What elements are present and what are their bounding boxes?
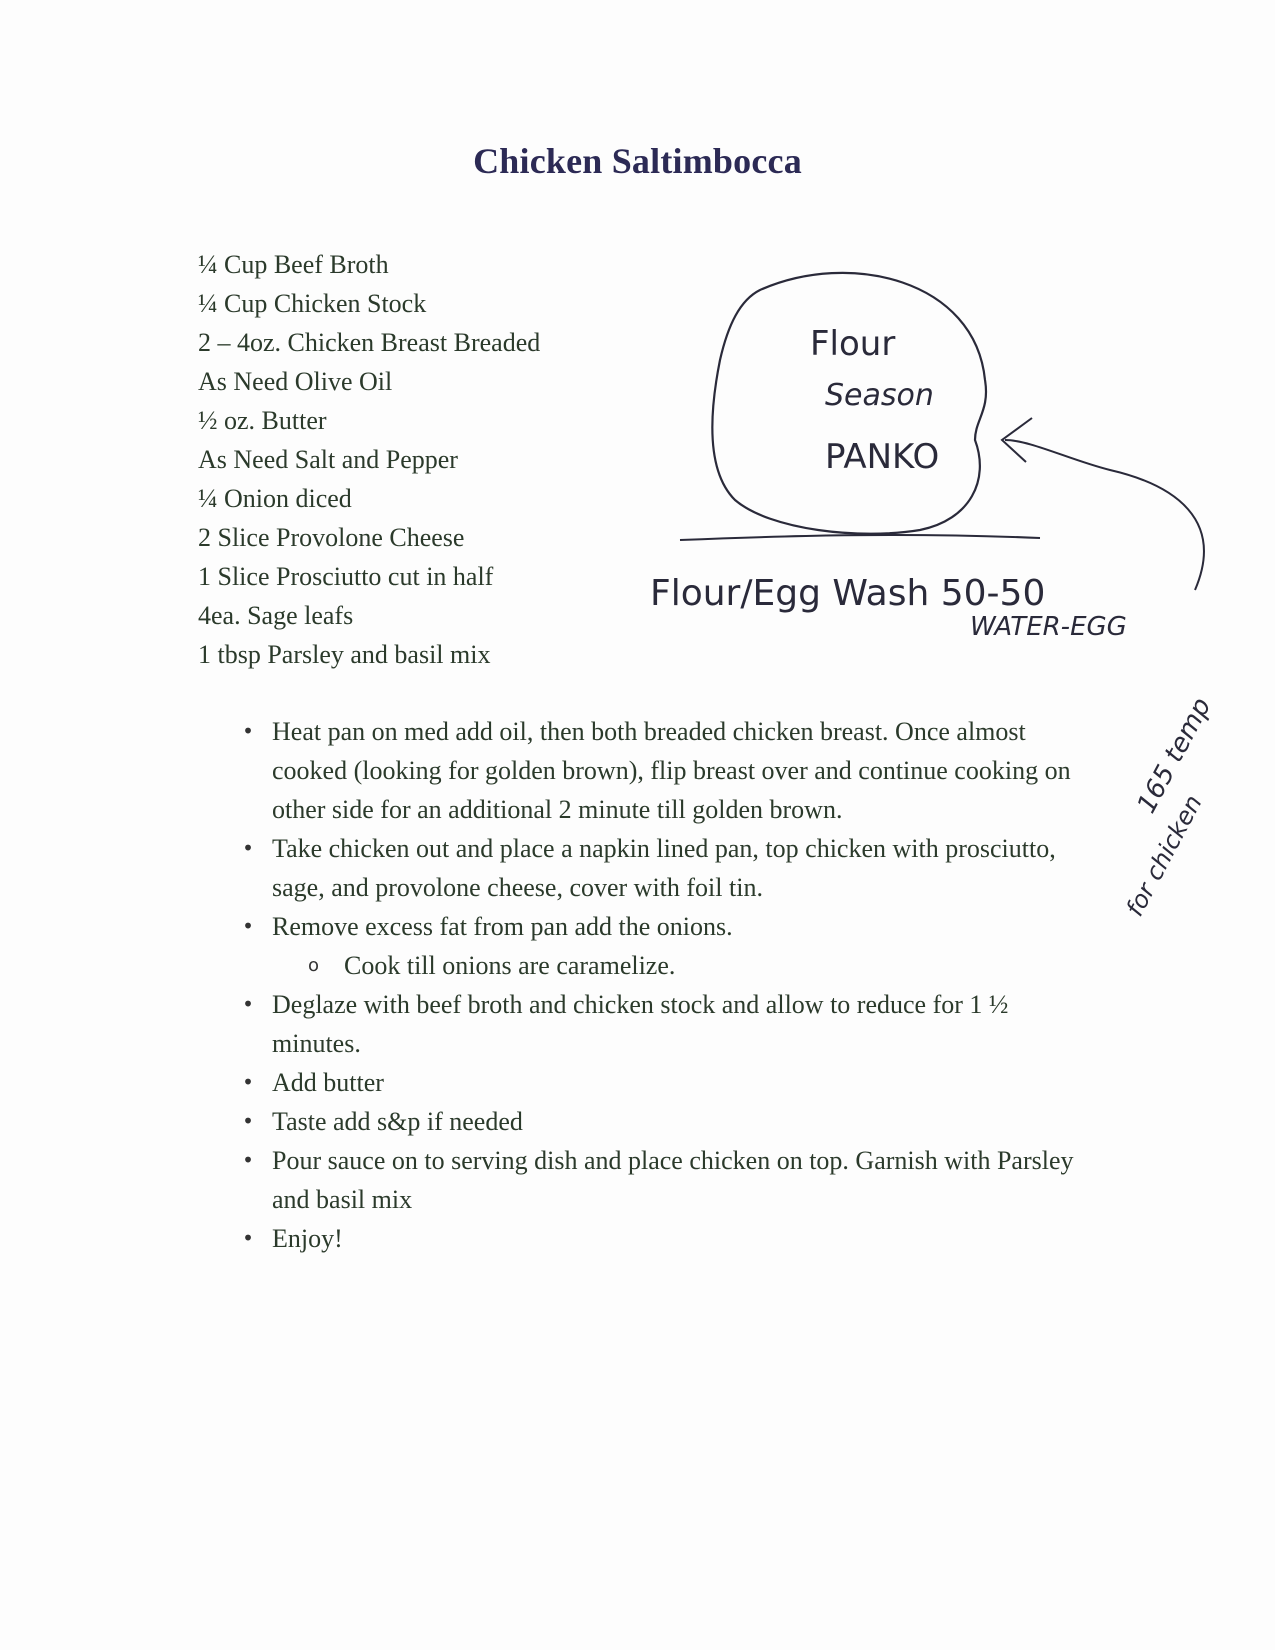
- substep-text: Cook till onions are caramelize.: [344, 951, 676, 980]
- instruction-substep: [272, 946, 1102, 985]
- ingredient-item: 4ea. Sage leafs: [198, 601, 354, 630]
- instruction-text: Add butter: [272, 1068, 384, 1097]
- handwritten-flour: Flour: [810, 324, 896, 364]
- instruction-text: Pour sauce on to serving dish and place chicken on top. Garnish with Parsley and basil mix: [272, 1146, 1074, 1214]
- bullet-icon: •: [242, 1109, 254, 1133]
- instruction-step: [222, 1102, 1102, 1141]
- ingredient-item: 2 – 4oz. Chicken Breast Breaded: [198, 328, 541, 357]
- ingredient-item: ¼ Cup Beef Broth: [198, 250, 389, 279]
- ingredient-item: 1 Slice Prosciutto cut in half: [198, 562, 494, 591]
- instruction-text: Heat pan on med add oil, then both breaded chicken breast. Once almost cooked (looking for golden brown), flip breast over and continue cooking on other side for an additional 2 minute till golden brown.: [272, 717, 1071, 824]
- instruction-text: Remove excess fat from pan add the onions.: [272, 912, 733, 941]
- handwritten-for-chicken: for chicken: [1120, 790, 1208, 921]
- bullet-icon: •: [242, 1148, 254, 1172]
- ingredient-item: ¼ Cup Chicken Stock: [198, 289, 427, 318]
- arrow-head-icon: [1002, 418, 1032, 462]
- underline-stroke: [680, 535, 1040, 540]
- ingredient-item: As Need Olive Oil: [198, 367, 393, 396]
- ingredient-item: ½ oz. Butter: [198, 406, 327, 435]
- instruction-step: [222, 1063, 1102, 1102]
- bullet-icon: •: [242, 1226, 254, 1250]
- ingredient-item: 2 Slice Provolone Cheese: [198, 523, 465, 552]
- handwritten-panko: PANKO: [825, 437, 940, 477]
- ingredient-list: [198, 245, 540, 674]
- breading-circle-drawing: [712, 273, 986, 534]
- instruction-step: [222, 712, 1102, 829]
- recipe-title: Chicken Saltimbocca: [473, 141, 802, 181]
- instruction-text: Taste add s&p if needed: [272, 1107, 523, 1136]
- instruction-step: [222, 829, 1102, 907]
- instruction-step: [222, 985, 1102, 1063]
- instruction-step: [222, 1141, 1102, 1219]
- instruction-text: Deglaze with beef broth and chicken stock and allow to reduce for 1 ½ minutes.: [272, 990, 1009, 1058]
- ingredient-item: ¼ Onion diced: [198, 484, 352, 513]
- handwritten-water-egg: WATER-EGG: [970, 612, 1127, 642]
- bullet-icon: •: [242, 1070, 254, 1094]
- instruction-text: Take chicken out and place a napkin lined pan, top chicken with prosciutto, sage, and provolone cheese, cover with foil tin.: [272, 834, 1056, 902]
- handwritten-season: Season: [825, 378, 934, 413]
- handwritten-egg-wash: Flour/Egg Wash 50-50: [650, 573, 1046, 614]
- bullet-icon: •: [242, 914, 254, 938]
- curved-arrow-drawing: [1005, 440, 1204, 590]
- bullet-icon: •: [242, 992, 254, 1016]
- bullet-icon: •: [242, 836, 254, 860]
- instruction-step: [222, 1219, 1102, 1258]
- ingredient-item: As Need Salt and Pepper: [198, 445, 458, 474]
- bullet-icon: •: [242, 719, 254, 743]
- instruction-text: Enjoy!: [272, 1224, 343, 1253]
- instruction-step: [222, 907, 1102, 985]
- handwritten-temp: 165 temp: [1131, 693, 1218, 819]
- ingredient-item: 1 tbsp Parsley and basil mix: [198, 640, 491, 669]
- sub-bullet-icon: o: [308, 955, 320, 976]
- instruction-list: [222, 712, 1102, 1258]
